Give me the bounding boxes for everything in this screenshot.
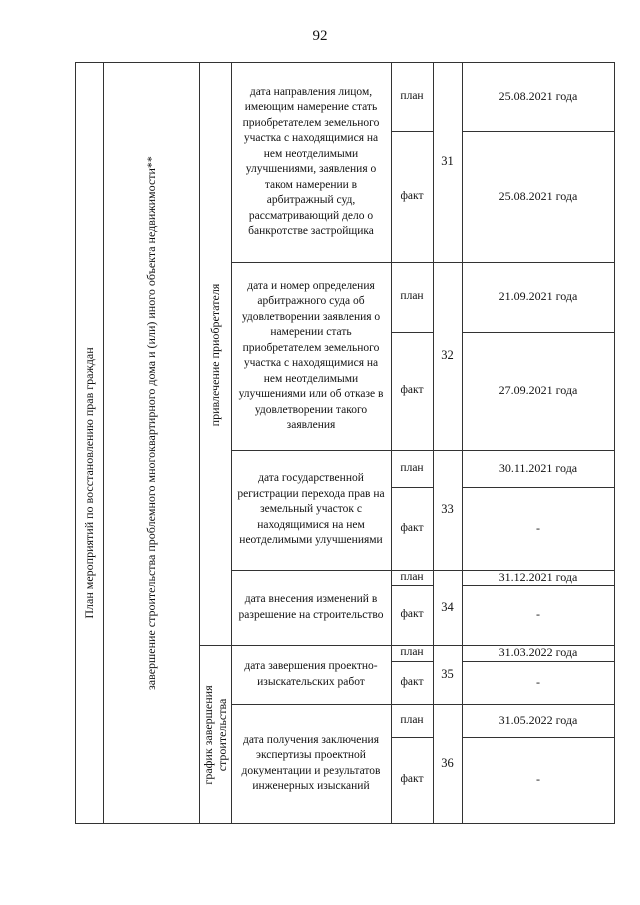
row-description: дата получения заключения экспертизы проектной документации и результатов инженерных изысканий (241, 733, 381, 792)
fact-label: факт (400, 675, 424, 688)
row-number: 32 (441, 348, 454, 363)
vertical-heading-schedule: график завершения строительства (201, 685, 229, 785)
table-border-left (75, 62, 76, 823)
fact-label: факт (400, 189, 424, 202)
row-number: 35 (441, 666, 454, 681)
fact-date: - (536, 607, 540, 622)
plan-label: план (400, 570, 424, 583)
plan-label: план (400, 461, 424, 474)
plan-date: 31.12.2021 года (498, 569, 578, 584)
page-number: 92 (312, 28, 328, 44)
plan-label: план (400, 713, 424, 726)
row-description: дата завершения проектно-изыскательских работ (244, 660, 378, 688)
row-description: дата государственной регистрации перехода прав на земельный участок с находящимися на нем неотделимыми улучшениями (237, 472, 385, 547)
plan-label: план (400, 290, 424, 303)
row-description: дата внесения изменений в разрешение на строительство (238, 593, 384, 621)
row-description: дата направления лицом, имеющим намерение стать приобретателем земельного участка с находящимися на нем неотделимыми улучшениями, заявления о таком намерении в арбитражный суд, рассматривающий дело о банкротстве застройщика (242, 85, 380, 237)
plan-date: 31.05.2022 года (498, 712, 578, 727)
section-divider (199, 645, 231, 646)
row-number: 36 (441, 755, 454, 770)
row-number: 33 (441, 502, 454, 517)
fact-date: 25.08.2021 года (498, 188, 578, 203)
row-number: 34 (441, 599, 454, 614)
row-description: дата и номер определения арбитражного суда об удовлетворении заявления о намерении стать приобретателем земельного участка с находящимися на нем неотделимыми улучшениями или об отказе в удовлетворении такого заявления (238, 279, 384, 431)
vertical-heading-acquirer: привлечение приобретателя (208, 283, 222, 427)
vertical-heading-plan: План мероприятий по восстановлению прав граждан (82, 346, 96, 619)
vertical-heading-completion: завершение строительства проблемного многоквартирного дома и (или) иного объекта недвижимости** (144, 155, 158, 690)
fact-label: факт (400, 608, 424, 621)
plan-date: 30.11.2021 года (498, 460, 578, 475)
fact-date: - (536, 520, 540, 535)
plan-date: 25.08.2021 года (498, 88, 578, 103)
plan-label: план (400, 646, 424, 659)
fact-date: - (536, 772, 540, 787)
col-divider (199, 62, 200, 823)
row-number: 31 (441, 154, 454, 169)
table-border-right (614, 62, 615, 824)
plan-date: 31.03.2022 года (498, 645, 578, 660)
plan-date: 21.09.2021 года (498, 289, 578, 304)
fact-label: факт (400, 384, 424, 397)
fact-label: факт (400, 521, 424, 534)
table-border-bottom (75, 823, 614, 824)
fact-label: факт (400, 773, 424, 786)
fact-date: - (536, 674, 540, 689)
plan-label: план (400, 89, 424, 102)
fact-date: 27.09.2021 года (498, 383, 578, 398)
col-divider (103, 62, 104, 823)
